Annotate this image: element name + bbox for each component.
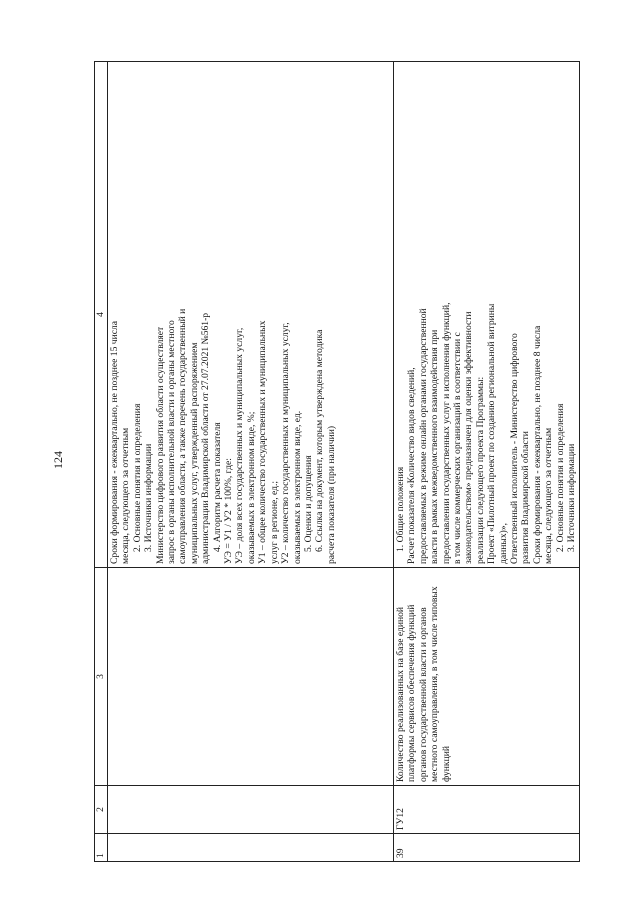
methodology-line: УЭ = У1 / У2 * 100%, где: bbox=[223, 458, 235, 564]
methodology-line: муниципальных услуг, утвержденный распоряжением bbox=[188, 342, 200, 564]
methodology-line: 2. Основные понятия и определения bbox=[554, 403, 566, 552]
methodology-line: самоуправления области, а также перечень государственный и bbox=[177, 308, 189, 564]
methodology-line: реализации следующего проекта Программы: bbox=[474, 376, 486, 564]
methodology-line: 6. Ссылка на документ, которым утверждена методика bbox=[314, 329, 326, 552]
methodology-line: 3. Источники информации bbox=[566, 443, 578, 552]
methodology-line: Расчет показателя «Количество видов сведений, bbox=[406, 367, 418, 564]
methodology-line: УЭ – доля всех государственных и муниципальных услуг, bbox=[234, 327, 246, 564]
row-number bbox=[108, 834, 394, 862]
methodology-line: запрос в органы исполнительной власти и органы местного bbox=[166, 320, 178, 564]
header-col-3: 3 bbox=[95, 568, 108, 786]
methodology-line: Ответственный исполнитель - Министерство цифрового bbox=[509, 333, 521, 564]
methodology-line: Проект «Пилотный проект по созданию региональной витрины bbox=[486, 303, 498, 564]
table-row bbox=[394, 62, 580, 862]
methodology-cell bbox=[394, 62, 580, 568]
indicator-code bbox=[108, 786, 394, 834]
table-header-row bbox=[95, 62, 108, 862]
methodology-line: предоставлении государственных услуг и исполнения функций, bbox=[440, 302, 452, 564]
methodology-line: У2 – количество государственных и муниципальных услуг, bbox=[280, 322, 292, 564]
methodology-line: месяца, следующего за отчетным bbox=[120, 427, 132, 564]
methodology-cell bbox=[108, 62, 394, 568]
methodology-line: У1 – общее количество государственных и муниципальных bbox=[257, 320, 269, 564]
methodology-line: месяца, следующего за отчетным bbox=[543, 427, 555, 564]
table-row bbox=[108, 62, 394, 862]
row-number: 39 bbox=[394, 834, 580, 862]
methodology-line: 5. Оценки и допущения bbox=[302, 455, 314, 552]
methodology-line: оказываемых в электронном виде, ед. bbox=[291, 410, 303, 564]
methodology-line: администрации Владимирской области от 27.07.2021 №561-р bbox=[200, 312, 212, 564]
methodology-line: 1. Общие положения bbox=[395, 466, 406, 552]
methodology-line: Сроки формирования - ежеквартально, не позднее 8 числа bbox=[531, 325, 543, 564]
methodology-line: законодательством» предназначен для оценки эффективности bbox=[463, 311, 475, 564]
methodology-line: услуг в регионе, ед.; bbox=[268, 480, 280, 564]
indicator-code: ГУ12 bbox=[394, 786, 580, 834]
methodology-line: данных)», bbox=[497, 522, 509, 564]
methodology-line: предоставляемых в режиме онлайн органами государственной bbox=[417, 308, 429, 564]
page-number: 124 bbox=[51, 451, 65, 469]
methodology-line: власти в рамках межведомственного взаимодействия при bbox=[429, 329, 441, 564]
methodology-line: 2. Основные понятия и определения bbox=[131, 403, 143, 552]
indicator-name bbox=[108, 568, 394, 786]
header-col-1: 1 bbox=[95, 834, 108, 862]
rotated-page-content bbox=[94, 62, 578, 862]
header-col-2: 2 bbox=[95, 786, 108, 834]
methodology-line: расчета показателя (при наличии) bbox=[325, 425, 337, 564]
methodology-line: Сроки формирования - ежеквартально, не позднее 15 числа bbox=[109, 320, 120, 564]
methodology-line: 3. Источники информации bbox=[143, 443, 155, 552]
methodology-line: оказываемых в электронном виде, %; bbox=[245, 411, 257, 564]
methodology-line: 4. Алгоритм расчета показателя bbox=[211, 422, 223, 552]
methodology-line: Министерство цифрового развития области осуществляет bbox=[154, 326, 166, 564]
methodology-line: в том числе коммерческих организаций в соответствии с bbox=[452, 332, 464, 564]
header-col-4: 4 bbox=[95, 62, 108, 568]
methodology-line: развития Владимирской области bbox=[520, 431, 532, 564]
indicators-table bbox=[94, 61, 580, 862]
indicator-name: Количество реализованных на базе единой платформы сервисов обеспечения функций органов государственной власти и органов местного самоуправления, в том числе типовых функций bbox=[394, 568, 580, 786]
